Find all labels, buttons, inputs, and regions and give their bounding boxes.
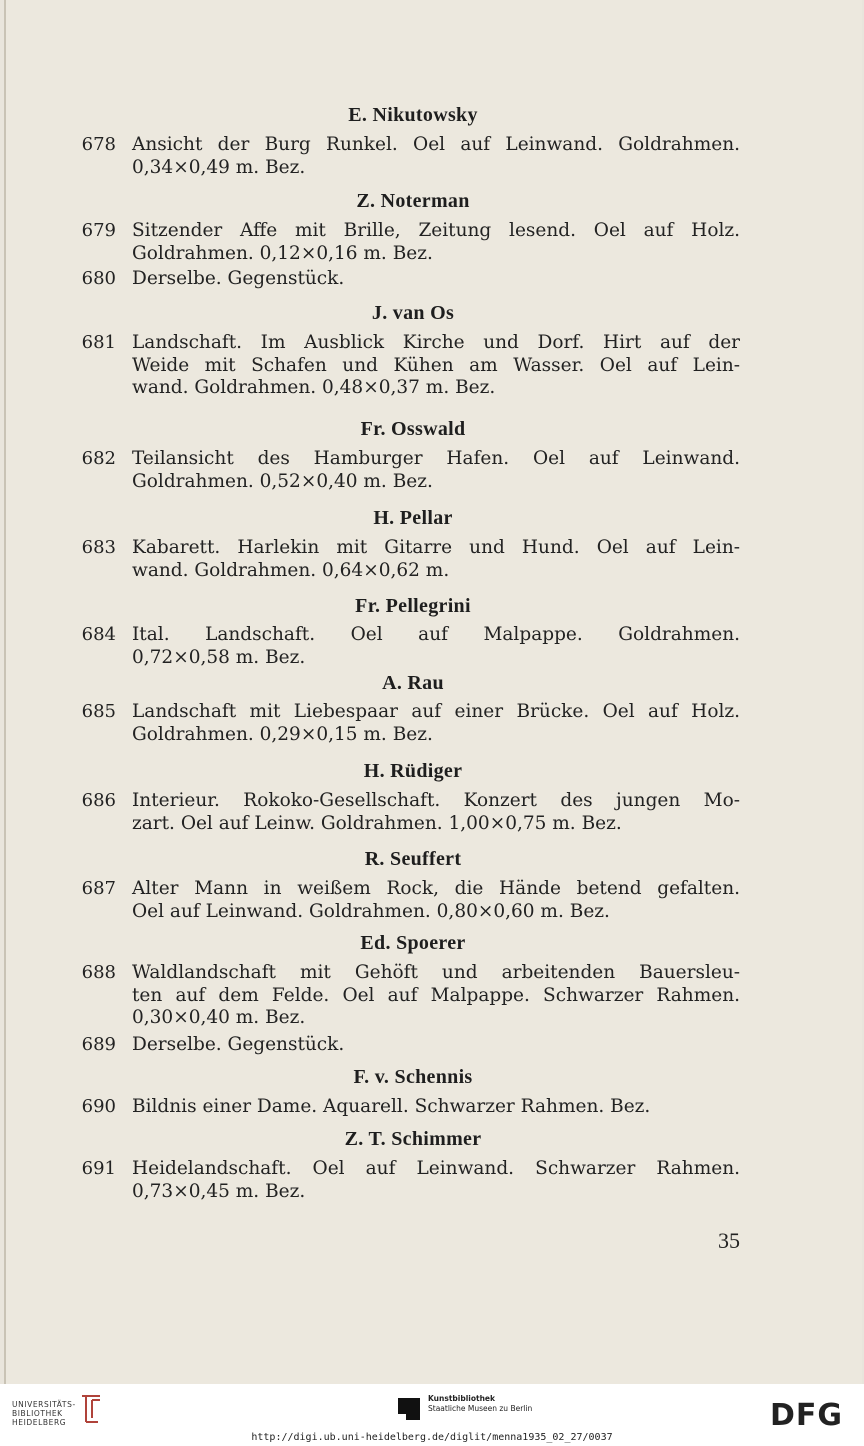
entry-number: 683 [81,537,116,558]
entry-description [132,537,740,582]
footer-bar [0,1384,864,1446]
artist-heading: J. van Os [371,302,455,324]
kunstbibliothek-logo-icon [396,1396,422,1422]
kunstbibliothek-title: Kunstbibliothek [428,1394,496,1403]
entry-number: 682 [81,448,116,469]
page-number: 35 [718,1228,740,1253]
entry-number: 686 [81,790,116,811]
university-line: UNIVERSITÄTS- [12,1400,76,1409]
catalog-page [4,0,862,1384]
entry-line: ten auf dem Felde. Oel auf Malpappe. Schwarzer Rahmen. [132,984,740,1006]
entry-number: 684 [81,624,116,645]
entry-line: Goldrahmen. 0,12×0,16 m. Bez. [132,242,433,264]
entry-number: 681 [81,332,116,353]
kunstbibliothek-label [428,1394,532,1414]
entry-line: Ital. Landschaft. Oel auf Malpappe. Goldrahmen. [132,624,740,645]
artist-heading: R. Seuffert [364,848,462,870]
entry-line: Sitzender Affe mit Brille, Zeitung lesend. Oel auf Holz. [132,220,740,241]
entry-line: Landschaft mit Liebespaar auf einer Brücke. Oel auf Holz. [132,701,740,722]
entry-line: Goldrahmen. 0,52×0,40 m. Bez. [132,470,433,492]
university-library-label [12,1400,76,1427]
entry-number: 687 [81,878,116,899]
entry-number: 691 [81,1158,116,1179]
entry-line: Oel auf Leinwand. Goldrahmen. 0,80×0,60 m. Bez. [132,900,610,922]
entry-description [132,701,740,746]
dfg-logo: DFG [770,1398,844,1433]
entry-line: 0,73×0,45 m. Bez. [132,1180,306,1202]
entry-description [132,1158,740,1203]
entry-number: 689 [81,1034,116,1055]
artist-heading: Ed. Spoerer [360,932,466,954]
entry-description [132,268,740,291]
entry-number: 688 [81,962,116,983]
entry-line: 0,72×0,58 m. Bez. [132,646,306,668]
entry-description [132,332,740,400]
artist-heading: Z. Noterman [356,190,470,212]
university-line: HEIDELBERG [12,1418,67,1427]
entry-description [132,624,740,669]
entry-line: 0,34×0,49 m. Bez. [132,156,306,178]
entry-line: Derselbe. Gegenstück. [132,1034,345,1055]
entry-line: wand. Goldrahmen. 0,48×0,37 m. Bez. [132,377,496,398]
entry-line: Teilansicht des Hamburger Hafen. Oel auf Leinwand. [132,448,740,469]
entry-line: Waldlandschaft mit Gehöft und arbeitenden Bauersleu- [132,962,740,983]
entry-line: Bildnis einer Dame. Aquarell. Schwarzer Rahmen. Bez. [132,1096,651,1117]
artist-heading: H. Rüdiger [363,760,463,782]
artist-heading: Fr. Osswald [360,418,466,440]
entry-line: Landschaft. Im Ausblick Kirche und Dorf. Hirt auf der [132,332,740,353]
entry-description [132,878,740,923]
artist-heading: Z. T. Schimmer [344,1128,482,1150]
entry-description [132,790,740,835]
entry-description [132,1096,740,1119]
entry-line: Interieur. Rokoko-Gesellschaft. Konzert des jungen Mo- [132,790,740,811]
entry-description [132,1034,740,1057]
entry-line: Weide mit Schafen und Kühen am Wasser. Oel auf Lein- [132,354,740,376]
entry-description [132,448,740,493]
entry-line: Ansicht der Burg Runkel. Oel auf Leinwand. Goldrahmen. [132,134,740,155]
entry-line: Kabarett. Harlekin mit Gitarre und Hund. Oel auf Lein- [132,537,740,558]
artist-heading: F. v. Schennis [353,1066,473,1088]
entry-line: Alter Mann in weißem Rock, die Hände betend gefalten. [132,878,740,899]
entry-description [132,134,740,179]
entry-line: wand. Goldrahmen. 0,64×0,62 m. [132,559,450,581]
entry-description [132,962,740,1030]
entry-line: Goldrahmen. 0,29×0,15 m. Bez. [132,723,433,745]
entry-number: 680 [81,268,116,289]
entry-line: 0,30×0,40 m. Bez. [132,1007,306,1028]
artist-heading: A. Rau [382,672,444,694]
entry-line: Derselbe. Gegenstück. [132,268,345,289]
entry-description [132,220,740,265]
university-line: BIBLIOTHEK [12,1409,63,1418]
entry-number: 679 [81,220,116,241]
ub-heidelberg-logo-icon [78,1392,104,1426]
artist-heading: H. Pellar [373,507,453,529]
entry-number: 690 [81,1096,116,1117]
entry-line: zart. Oel auf Leinw. Goldrahmen. 1,00×0,75 m. Bez. [132,812,622,834]
artist-heading: Fr. Pellegrini [355,595,471,617]
entry-line: Heidelandschaft. Oel auf Leinwand. Schwarzer Rahmen. [132,1158,740,1179]
source-url[interactable]: http://digi.ub.uni-heidelberg.de/diglit/menna1935_02_27/0037 [251,1432,613,1443]
entry-number: 678 [81,134,116,155]
kunstbibliothek-subtitle: Staatliche Museen zu Berlin [428,1404,533,1413]
entry-number: 685 [81,701,116,722]
artist-heading: E. Nikutowsky [348,104,478,126]
